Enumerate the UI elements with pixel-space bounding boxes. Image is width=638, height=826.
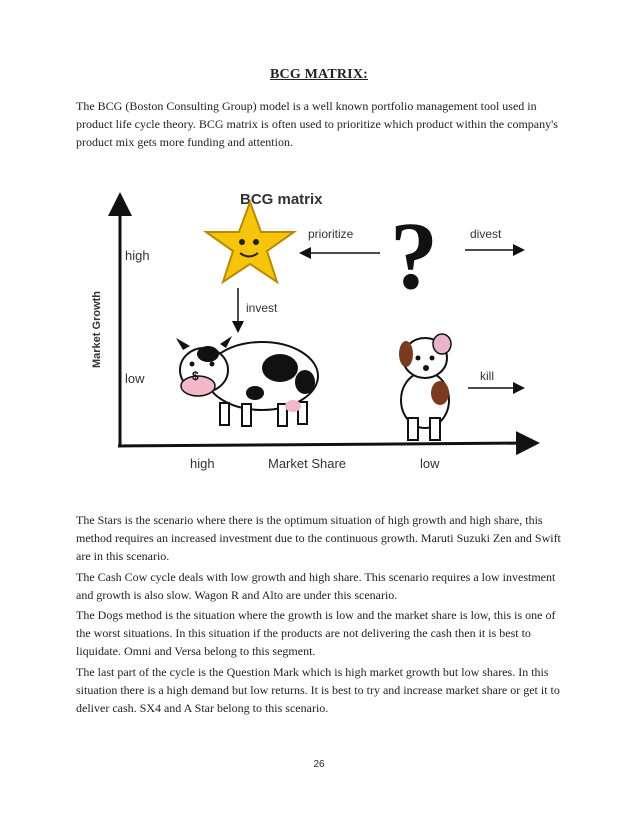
star-icon (206, 202, 294, 282)
dogs-paragraph: The Dogs method is the situation where the growth is low and the market share is low, this is one of the worst situations. In this situation if the products are not delivering the cash then it is best to liquidate. Omni and Versa belong to this segment. (76, 608, 556, 658)
page-number: 26 (313, 759, 325, 770)
dog-icon (399, 334, 451, 440)
cow-icon (176, 336, 318, 426)
kill-label: kill (480, 369, 494, 383)
stars-paragraph: The Stars is the scenario where there is the optimum situation of high growth and high share, this method requires an increased investment due to the continuous growth. Maruti Suzuki Zen and Swift are in this scenario. (76, 513, 561, 563)
x-high-label: high (190, 456, 215, 471)
question-mark-paragraph: The last part of the cycle is the Question Mark which is high market growth but low shares. In this situation there is a high demand but low returns. It is best to try and increase market share or get it to deliver cash. SX4 and A Star belong to this scenario. (76, 665, 560, 715)
y-axis-label: Market Growth (91, 290, 103, 368)
intro-paragraph: The BCG (Boston Consulting Group) model is a well known portfolio management tool used in product life cycle theory. BCG matrix is often used to prioritize which product within the company's product mix gets more funding and attention. (76, 99, 558, 149)
y-low-label: low (125, 371, 145, 386)
x-axis (118, 443, 534, 446)
divest-label: divest (470, 227, 502, 241)
page-title: BCG MATRIX: (270, 67, 368, 82)
cow-dollar-symbol: $ (192, 369, 199, 383)
y-high-label: high (125, 248, 150, 263)
invest-label: invest (246, 301, 278, 315)
bcg-matrix-figure (80, 178, 544, 478)
figure-heading: BCG matrix (240, 191, 323, 208)
cash-cow-paragraph: The Cash Cow cycle deals with low growth and high share. This scenario requires a low investment and growth is also slow. Wagon R and Alto are under this scenario. (76, 570, 556, 602)
prioritize-label: prioritize (308, 227, 354, 241)
x-low-label: low (420, 456, 440, 471)
question-mark-icon: ? (390, 202, 438, 309)
x-axis-label: Market Share (268, 456, 347, 471)
